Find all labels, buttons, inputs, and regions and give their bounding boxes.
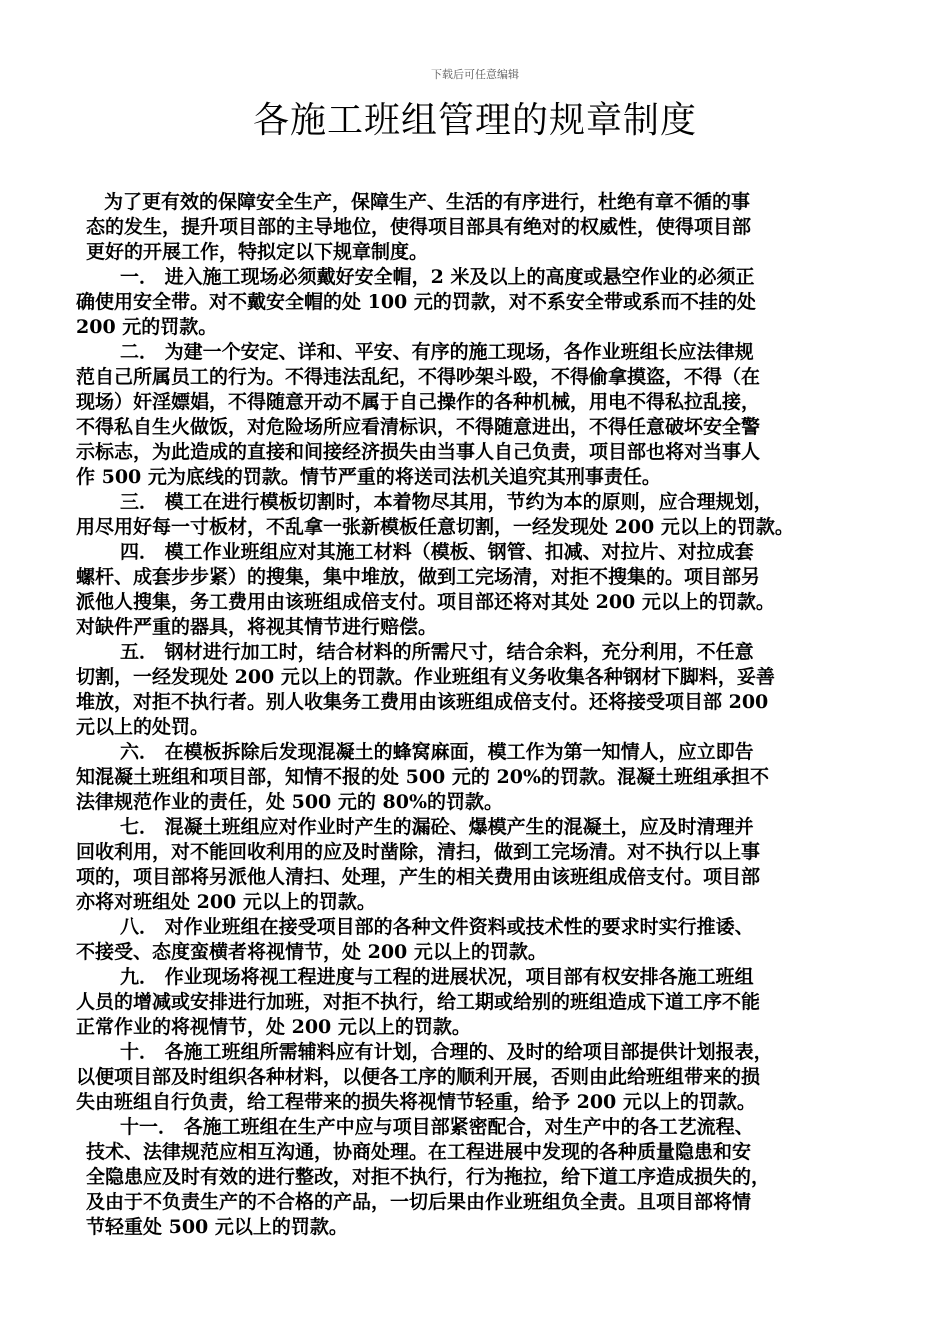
text-line: 螺杆、成套步步紧）的搜集，集中堆放，做到工完场清，对拒不搜集的。项目部另: [76, 566, 761, 588]
document-body: [76, 190, 894, 1240]
text-line: 示标志，为此造成的直接和间接经济损失由当事人自己负责，项目部也将对当事人: [76, 441, 761, 463]
text-line: 知混凝土班组和项目部，知情不报的处 500 元的 20%的罚款。混凝土班组承担不: [76, 766, 770, 788]
text-line: 五． 钢材进行加工时，结合材料的所需尺寸，结合余料，充分利用，不任意: [120, 641, 754, 663]
text-line: 二． 为建一个安定、详和、平安、有序的施工现场，各作业班组长应法律规: [120, 341, 754, 363]
text-line: 法律规范作业的责任，处 500 元的 80%的罚款。: [76, 791, 504, 813]
text-line: 技术、法律规范应相互沟通，协商处理。在工程进展中发现的各种质量隐患和安: [86, 1141, 752, 1163]
text-line: 九． 作业现场将视工程进度与工程的进展状况，项目部有权安排各施工班组: [120, 966, 754, 988]
text-line: 正常作业的将视情节，处 200 元以上的罚款。: [76, 1016, 471, 1038]
text-line: 十． 各施工班组所需辅料应有计划，合理的、及时的给项目部提供计划报表，: [120, 1041, 773, 1063]
text-line: 确使用安全带。对不戴安全帽的处 100 元的罚款，对不系安全带或系而不挂的处: [76, 291, 756, 313]
text-line: 200 元的罚款。: [76, 316, 218, 338]
text-line: 不得私自生火做饭，对危险场所应看清标识，不得随意进出，不得任意破坏安全警: [76, 416, 761, 438]
text-line: 项的，项目部将另派他人清扫、处理，产生的相关费用由该班组成倍支付。项目部: [76, 866, 761, 888]
text-line: 对缺件严重的器具，将视其情节进行赔偿。: [76, 616, 438, 638]
text-line: 派他人搜集，务工费用由该班组成倍支付。项目部还将对其处 200 元以上的罚款。: [76, 591, 775, 613]
text-line: 元以上的处罚。: [76, 716, 210, 738]
text-line: 七． 混凝土班组应对作业时产生的漏砼、爆模产生的混凝土，应及时清理并: [120, 816, 754, 838]
text-line: 全隐患应及时有效的进行整改，对拒不执行，行为拖拉，给下道工序造成损失的，: [86, 1166, 771, 1188]
text-line: 更好的开展工作，特拟定以下规章制度。: [86, 241, 429, 263]
header-note: 下载后可任意编辑: [431, 68, 519, 81]
text-line: 用尽用好每一寸板材，不乱拿一张新模板任意切割，一经发现处 200 元以上的罚款。: [76, 516, 794, 538]
text-line: 三． 模工在进行模板切割时，本着物尽其用，节约为本的原则，应合理规划，: [120, 491, 773, 513]
text-line: 节轻重处 500 元以上的罚款。: [86, 1216, 348, 1238]
text-line: 为了更有效的保障安全生产，保障生产、生活的有序进行，杜绝有章不循的事: [104, 191, 751, 213]
text-line: 堆放，对拒不执行者。别人收集务工费用由该班组成倍支付。还将接受项目部 200: [76, 691, 769, 713]
page-title: 各施工班组管理的规章制度: [252, 100, 697, 141]
text-line: 切割，一经发现处 200 元以上的罚款。作业班组有义务收集各种钢材下脚料，妥善: [76, 666, 775, 688]
text-line: 人员的增减或安排进行加班，对拒不执行，给工期或给别的班组造成下道工序不能: [76, 991, 761, 1013]
text-line: 不接受、态度蛮横者将视情节，处 200 元以上的罚款。: [76, 941, 547, 963]
text-line: 六． 在模板拆除后发现混凝土的蜂窝麻面，模工作为第一知情人，应立即告: [120, 741, 754, 763]
text-line: 失由班组自行负责，给工程带来的损失将视情节轻重，给予 200 元以上的罚款。: [76, 1091, 756, 1113]
text-line: 现场）奸淫嫖娼，不得随意开动不属于自己操作的各种机械，用电不得私拉乱接，: [76, 391, 761, 413]
text-line: 八． 对作业班组在接受项目部的各种文件资料或技术性的要求时实行推诿、: [120, 916, 754, 938]
text-line: 及由于不负责生产的不合格的产品，一切后果由作业班组负全责。且项目部将情: [86, 1191, 752, 1213]
text-line: 四． 模工作业班组应对其施工材料（模板、钢管、扣减、对拉片、对拉成套: [120, 541, 754, 563]
text-line: 十一． 各施工班组在生产中应与项目部紧密配合，对生产中的各工艺流程、: [120, 1116, 754, 1138]
text-line: 一． 进入施工现场必须戴好安全帽，2 米及以上的高度或悬空作业的必须正: [120, 266, 755, 288]
text-line: 态的发生，提升项目部的主导地位，使得项目部具有绝对的权威性，使得项目部: [86, 216, 752, 238]
text-line: 范自己所属员工的行为。不得违法乱纪，不得吵架斗殴，不得偷拿摸盗，不得（在: [76, 366, 761, 388]
text-line: 以便项目部及时组织各种材料，以便各工序的顺利开展，否则由此给班组带来的损: [76, 1066, 761, 1088]
text-line: 作 500 元为底线的罚款。情节严重的将送司法机关追究其刑事责任。: [76, 466, 661, 488]
text-line: 亦将对班组处 200 元以上的罚款。: [76, 891, 376, 913]
text-line: 回收利用，对不能回收利用的应及时凿除，清扫，做到工完场清。对不执行以上事: [76, 841, 761, 863]
